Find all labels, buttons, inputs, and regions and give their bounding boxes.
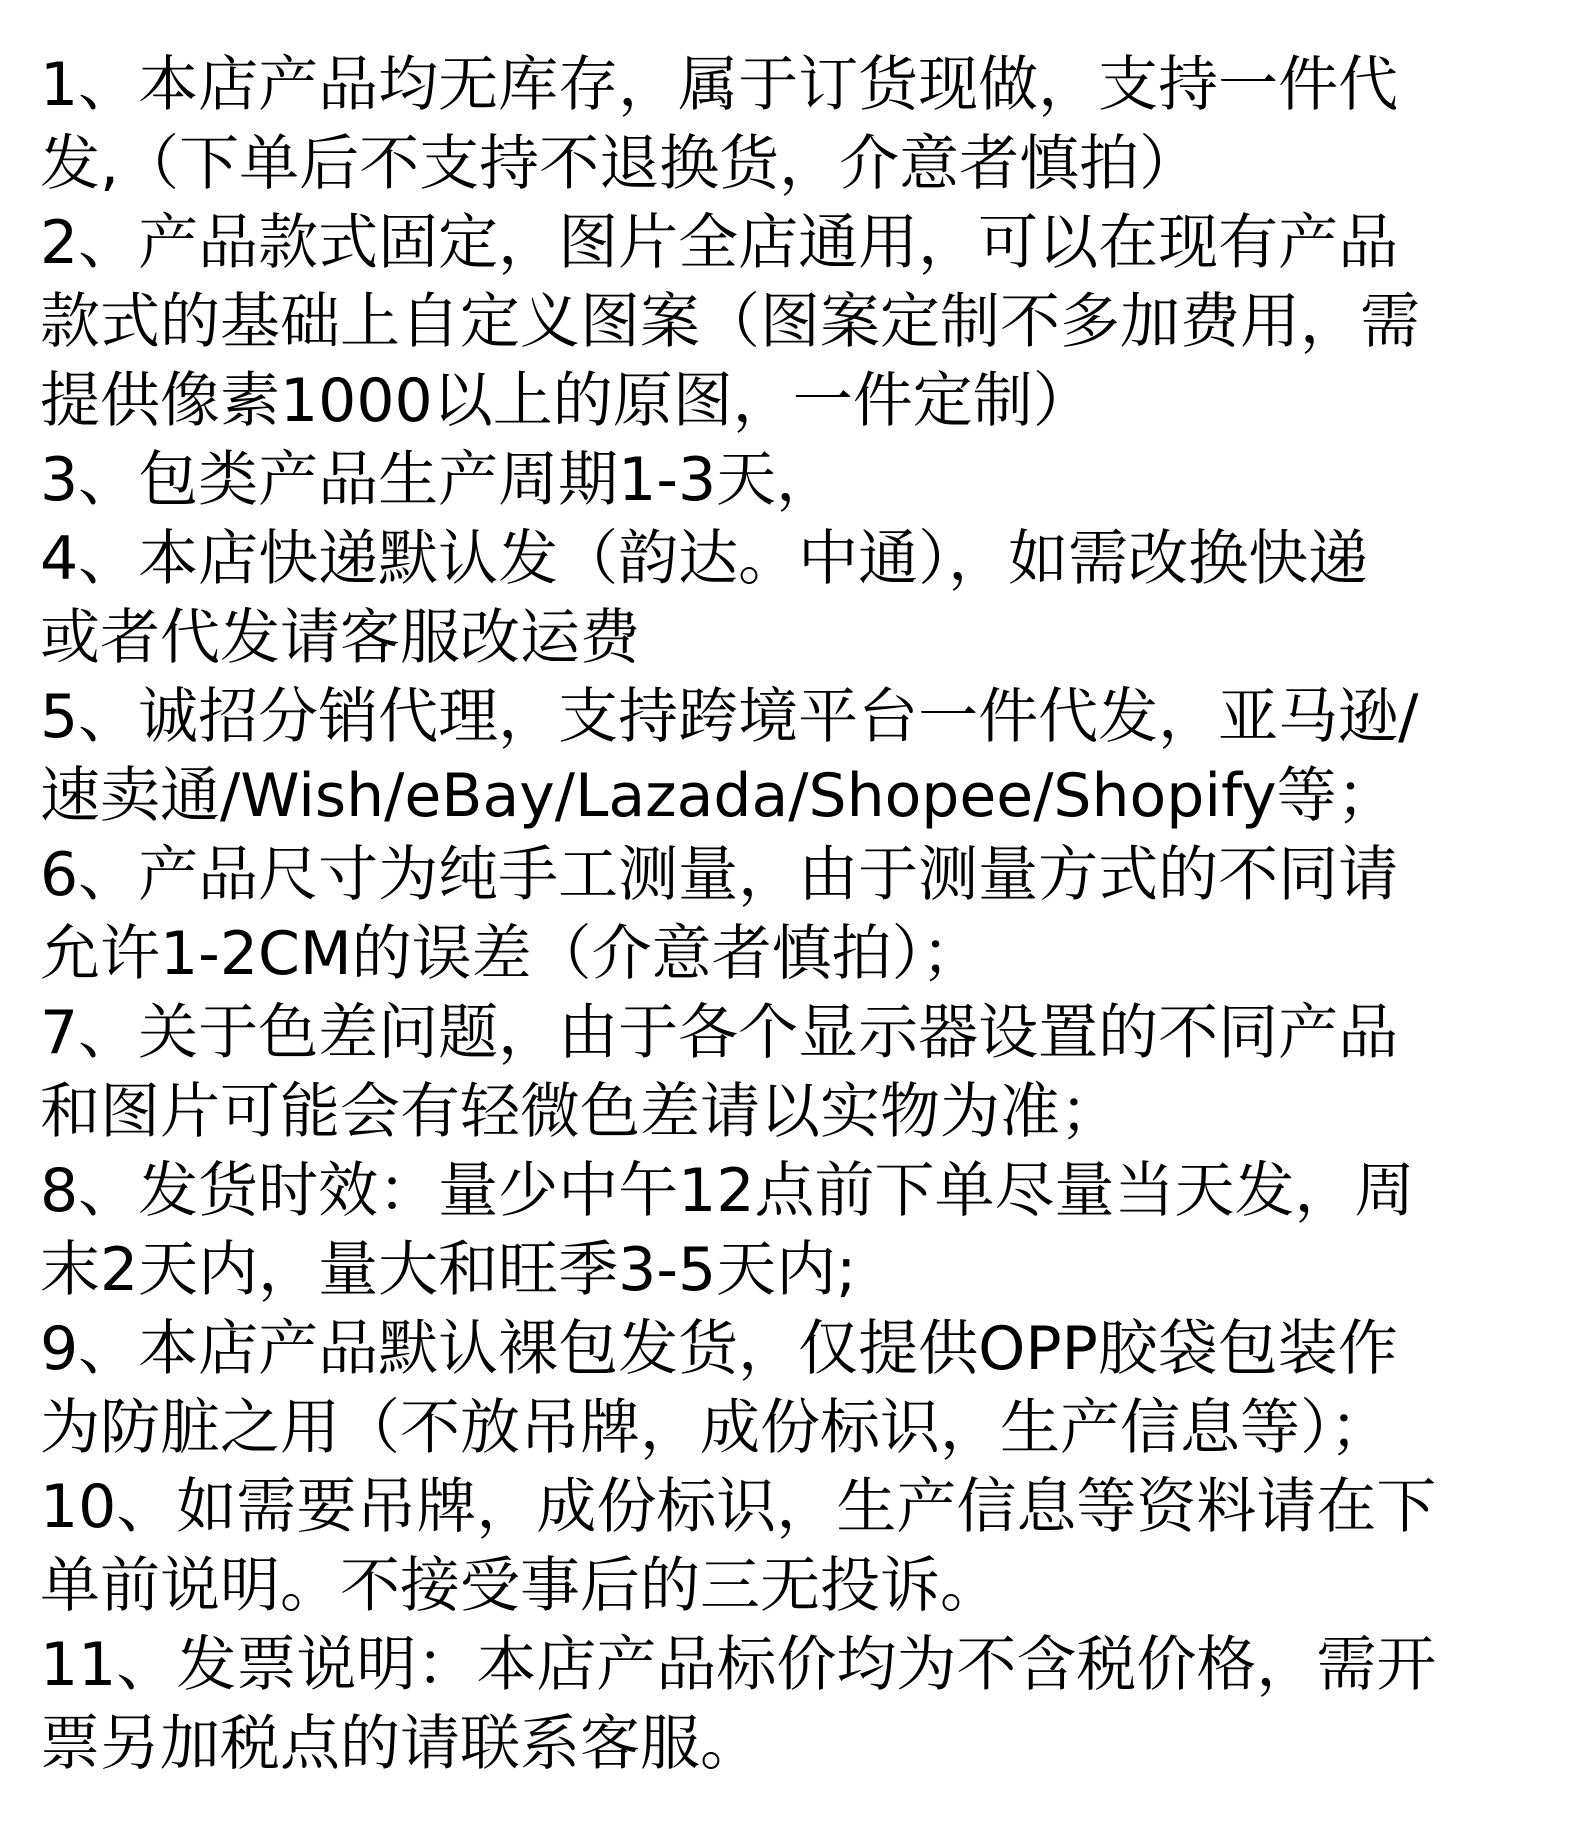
notice-item-9-line-1: 9、本店产品默认裸包发货，仅提供OPP胶袋包装作 [40, 1314, 1398, 1384]
notice-item-6 [40, 836, 1530, 994]
notice-item-6-line-2: 允许1-2CM的误差（介意者慎拍）； [40, 919, 982, 989]
notice-item-6-line-1: 6、产品尺寸为纯手工测量，由于测量方式的不同请 [40, 840, 1399, 910]
notice-item-8-line-1: 8、发货时效：量少中午12点前下单尽量当天发，周 [40, 1156, 1415, 1226]
notice-item-8-line-2: 末2天内，量大和旺季3-5天内; [40, 1235, 857, 1305]
notice-item-4-line-1: 4、本店快递默认发（韵达。中通），如需改换快递 [40, 524, 1369, 594]
notice-item-5-line-2: 速卖通/Wish/eBay/Lazada/Shopee/Shopify等； [40, 761, 1397, 831]
notice-item-1 [40, 46, 1530, 204]
notice-item-10-line-1: 10、如需要吊牌，成份标识，生产信息等资料请在下 [40, 1472, 1437, 1542]
notice-item-9-line-2: 为防脏之用（不放吊牌，成份标识，生产信息等）； [40, 1393, 1390, 1463]
notice-item-3-line-1: 3、包类产品生产周期1-3天， [40, 445, 837, 515]
notice-item-2-line-2: 款式的基础上自定义图案（图案定制不多加费用，需 [40, 287, 1420, 357]
notice-item-5 [40, 678, 1530, 836]
notice-item-7-line-2: 和图片可能会有轻微色差请以实物为准； [40, 1077, 1120, 1147]
notice-item-2-line-3: 提供像素1000以上的原图，一件定制） [40, 366, 1093, 436]
notice-item-11-line-1: 11、发票说明：本店产品标价均为不含税价格，需开 [40, 1630, 1437, 1700]
notice-item-5-line-1: 5、诚招分销代理，支持跨境平台一件代发，亚马逊/ [40, 682, 1419, 752]
notice-item-9 [40, 1310, 1530, 1468]
notice-item-1-line-1: 1、本店产品均无库存，属于订货现做，支持一件代 [40, 50, 1399, 120]
notice-item-7 [40, 994, 1530, 1152]
notice-item-8 [40, 1152, 1530, 1310]
notice-item-2-line-1: 2、产品款式固定，图片全店通用，可以在现有产品 [40, 208, 1399, 278]
notice-item-3 [40, 441, 1530, 520]
notice-item-11 [40, 1626, 1530, 1784]
notice-item-10 [40, 1468, 1530, 1626]
notice-item-4 [40, 520, 1530, 678]
notice-item-4-line-2: 或者代发请客服改运费 [40, 603, 640, 673]
notice-item-10-line-2: 单前说明。不接受事后的三无投诉。 [40, 1551, 1000, 1621]
store-notice-list [40, 46, 1530, 1784]
notice-item-1-line-2: 发,（下单后不支持不退换货，介意者慎拍） [40, 129, 1200, 199]
notice-item-2 [40, 204, 1530, 441]
notice-item-7-line-1: 7、关于色差问题，由于各个显示器设置的不同产品 [40, 998, 1399, 1068]
notice-item-11-line-2: 票另加税点的请联系客服。 [40, 1709, 760, 1779]
